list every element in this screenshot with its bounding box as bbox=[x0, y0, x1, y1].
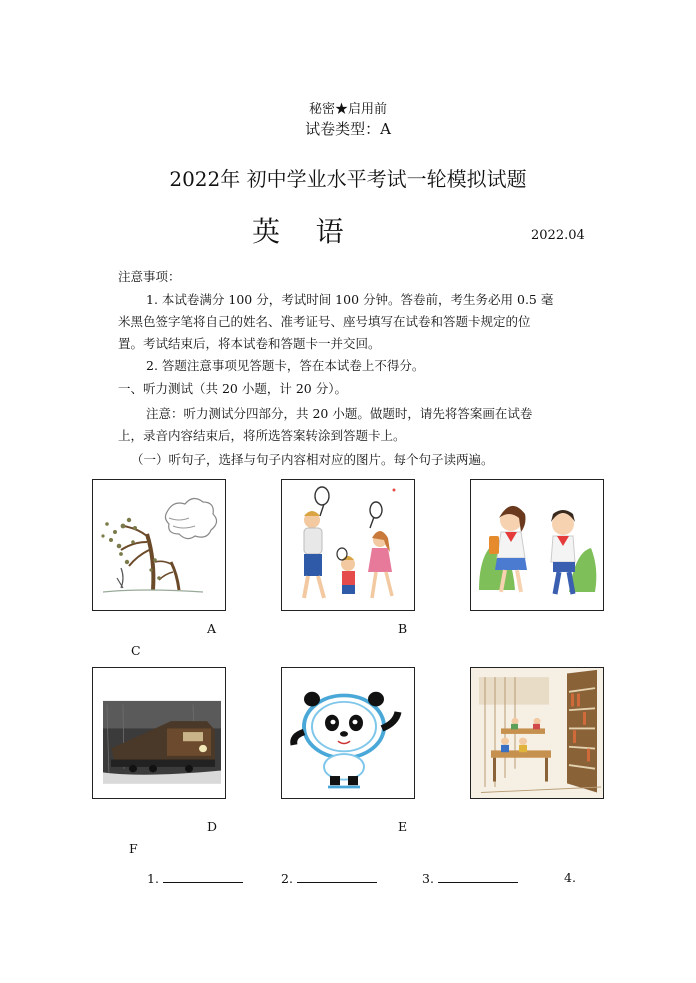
answer-1-blank[interactable] bbox=[163, 870, 243, 883]
answer-3-blank[interactable] bbox=[438, 870, 518, 883]
notice-item1-line2: 米黑色签字笔将自己的姓名、准考证号、座号填写在试卷和答题卡规定的位 bbox=[118, 314, 531, 329]
picture-label-e: E bbox=[398, 819, 408, 834]
picture-label-f: F bbox=[129, 841, 138, 856]
notice-item2: 2. 答题注意事项见答题卡，答在本试卷上不得分。 bbox=[146, 358, 425, 373]
notice-item1-line1: 1. 本试卷满分 100 分，考试时间 100 分钟。答卷前，考生务必用 0.5 毫 bbox=[146, 292, 554, 307]
answer-3 bbox=[422, 870, 518, 886]
subject-title: 英 语 bbox=[252, 215, 344, 248]
answer-3-number: 3. bbox=[422, 871, 434, 886]
section-note-line2: 上，录音内容结束后，将所选答案转涂到答题卡上。 bbox=[118, 428, 406, 443]
picture-d bbox=[92, 667, 226, 799]
picture-label-d: D bbox=[207, 819, 218, 834]
answer-1-number: 1. bbox=[147, 871, 159, 886]
answer-4 bbox=[564, 870, 576, 885]
answer-2 bbox=[281, 870, 377, 886]
windy-trees-icon bbox=[93, 480, 225, 610]
picture-label-b: B bbox=[398, 621, 408, 636]
picture-f bbox=[470, 667, 604, 799]
section-note-line1: 注意：听力测试分四部分，共 20 小题。做题时，请先将答案画在试卷 bbox=[146, 406, 533, 421]
steam-train-icon bbox=[93, 668, 225, 798]
answer-4-number: 4. bbox=[564, 870, 576, 885]
answer-2-number: 2. bbox=[281, 871, 293, 886]
paper-type: 试卷类型：A bbox=[305, 120, 391, 138]
picture-b bbox=[281, 479, 415, 611]
notice-item1-line3: 置。考试结束后，将本试卷和答题卡一并交回。 bbox=[118, 336, 381, 351]
picture-label-c: C bbox=[131, 643, 141, 658]
exam-date: 2022.04 bbox=[531, 228, 585, 243]
section-title: 一、听力测试（共 20 小题，计 20 分）。 bbox=[118, 381, 347, 396]
confidential-mark: 秘密★启用前 bbox=[308, 102, 387, 117]
picture-e bbox=[281, 667, 415, 799]
school-children-icon bbox=[471, 480, 603, 610]
family-badminton-icon bbox=[282, 480, 414, 610]
notice-heading: 注意事项： bbox=[118, 269, 181, 284]
answer-2-blank[interactable] bbox=[297, 870, 377, 883]
picture-label-a: A bbox=[207, 621, 217, 636]
picture-a bbox=[92, 479, 226, 611]
picture-c bbox=[470, 479, 604, 611]
library-icon bbox=[471, 668, 603, 798]
part-one-instruction: （一）听句子，选择与句子内容相对应的图片。每个句子读两遍。 bbox=[131, 452, 494, 467]
answer-1 bbox=[147, 870, 243, 886]
panda-mascot-icon bbox=[282, 668, 414, 798]
exam-title: 2022年 初中学业水平考试一轮模拟试题 bbox=[169, 167, 527, 191]
